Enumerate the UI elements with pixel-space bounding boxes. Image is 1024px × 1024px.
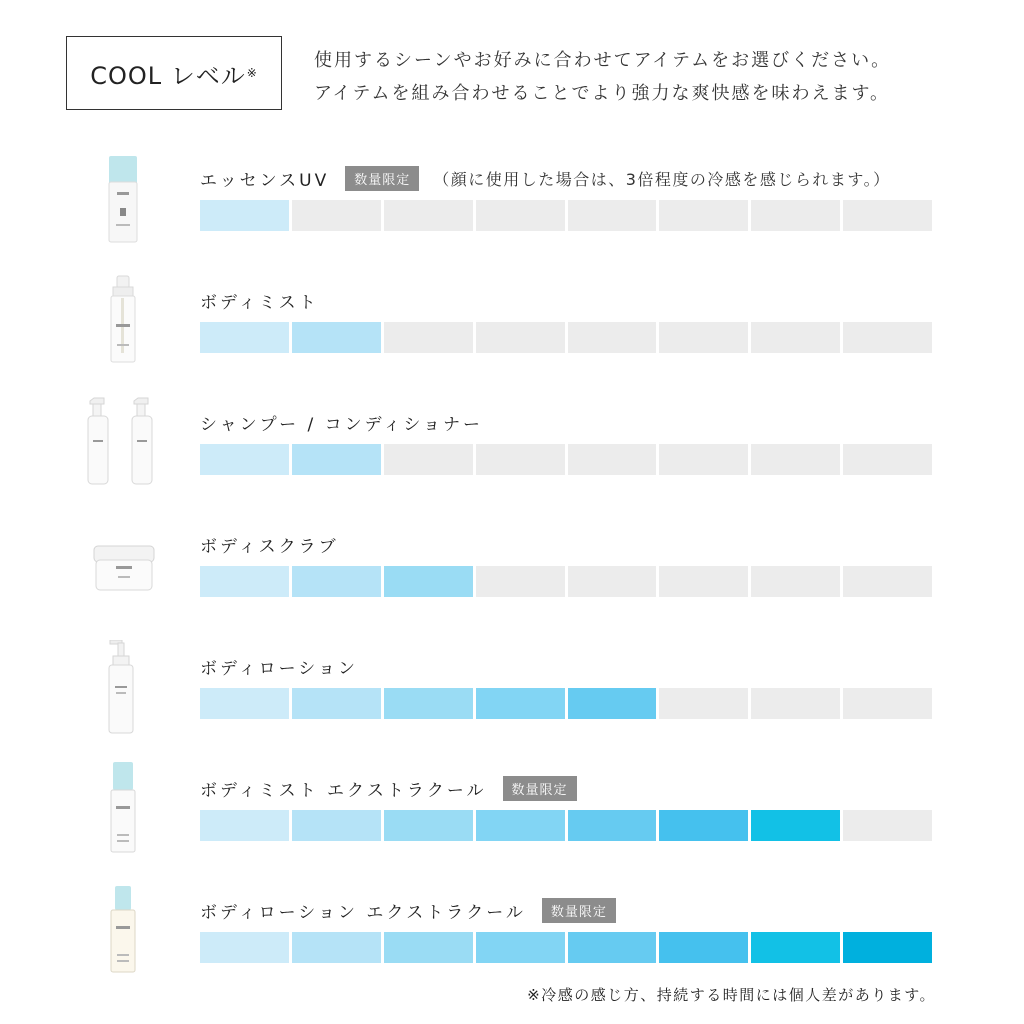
level-segment-filled xyxy=(200,810,289,841)
level-segment-filled xyxy=(568,810,657,841)
level-segment-filled xyxy=(200,322,289,353)
level-segment-filled xyxy=(384,688,473,719)
level-segment-empty xyxy=(751,444,840,475)
level-segment-filled xyxy=(200,200,289,231)
cool-level-bar xyxy=(200,200,932,231)
level-segment-empty xyxy=(751,322,840,353)
item-row-shampoo-conditioner xyxy=(0,396,1024,518)
footnote: ※冷感の感じ方、持続する時間には個人差があります。 xyxy=(527,986,936,1004)
level-segment-empty xyxy=(843,444,932,475)
item-row-body-mist-extra-cool xyxy=(0,762,1024,884)
cool-level-title-box xyxy=(66,36,282,110)
level-segment-filled xyxy=(292,322,381,353)
level-segment-filled xyxy=(292,932,381,963)
essence-uv-bottle-icon xyxy=(80,152,170,252)
body-scrub-jar-icon xyxy=(80,518,170,618)
intro-text xyxy=(314,44,994,110)
item-name: ボディミスト xyxy=(200,293,319,313)
item-name: ボディスクラブ xyxy=(200,537,339,557)
level-segment-empty xyxy=(568,200,657,231)
level-segment-empty xyxy=(843,322,932,353)
level-segment-filled xyxy=(476,688,565,719)
level-segment-empty xyxy=(568,322,657,353)
level-segment-filled xyxy=(384,932,473,963)
shampoo-conditioner-bottles-icon xyxy=(80,396,170,496)
item-name-line xyxy=(200,166,891,191)
level-segment-empty xyxy=(659,322,748,353)
item-name-line xyxy=(200,410,483,435)
item-name: ボディローション xyxy=(200,659,358,679)
level-segment-empty xyxy=(568,444,657,475)
level-segment-filled xyxy=(659,810,748,841)
level-segment-filled xyxy=(384,810,473,841)
intro-line-1: 使用するシーンやお好みに合わせてアイテムをお選びください。 xyxy=(314,50,892,71)
level-segment-filled xyxy=(751,932,840,963)
level-segment-empty xyxy=(476,200,565,231)
level-segment-empty xyxy=(843,566,932,597)
cool-level-bar xyxy=(200,566,932,597)
item-name-line xyxy=(200,288,319,313)
level-segment-filled xyxy=(292,688,381,719)
item-name-line xyxy=(200,776,577,801)
level-segment-empty xyxy=(476,566,565,597)
item-name: エッセンスUV xyxy=(200,171,330,191)
item-row-body-scrub xyxy=(0,518,1024,640)
level-segment-filled xyxy=(751,810,840,841)
level-segment-empty xyxy=(751,566,840,597)
intro-line-2: アイテムを組み合わせることでより強力な爽快感を味わえます。 xyxy=(314,83,891,104)
level-segment-filled xyxy=(200,688,289,719)
body-mist-extra-cool-bottle-icon xyxy=(80,762,170,862)
item-name: シャンプー / コンディショナー xyxy=(200,415,483,435)
body-lotion-pump-icon xyxy=(80,640,170,740)
level-segment-filled xyxy=(292,444,381,475)
level-segment-empty xyxy=(843,688,932,719)
level-segment-filled xyxy=(292,810,381,841)
level-segment-filled xyxy=(476,810,565,841)
level-segment-filled xyxy=(200,932,289,963)
level-segment-empty xyxy=(751,200,840,231)
level-segment-empty xyxy=(476,444,565,475)
item-name-line xyxy=(200,654,358,679)
cool-level-bar xyxy=(200,444,932,475)
level-segment-empty xyxy=(659,688,748,719)
level-segment-empty xyxy=(843,810,932,841)
level-segment-filled xyxy=(843,932,932,963)
level-segment-filled xyxy=(568,932,657,963)
level-segment-filled xyxy=(659,932,748,963)
level-segment-empty xyxy=(384,444,473,475)
item-row-essence-uv xyxy=(0,152,1024,274)
body-lotion-extra-cool-bottle-icon xyxy=(80,884,170,984)
level-segment-empty xyxy=(476,322,565,353)
limited-badge: 数量限定 xyxy=(345,166,419,191)
cool-level-bar xyxy=(200,322,932,353)
level-segment-filled xyxy=(568,688,657,719)
item-name-line xyxy=(200,898,616,923)
item-name-line xyxy=(200,532,339,557)
item-row-body-mist xyxy=(0,274,1024,396)
title-footnote-mark: ※ xyxy=(246,66,258,80)
level-segment-empty xyxy=(292,200,381,231)
level-segment-empty xyxy=(659,566,748,597)
item-name: ボディローション エクストラクール xyxy=(200,903,526,923)
level-segment-filled xyxy=(200,566,289,597)
level-segment-empty xyxy=(384,200,473,231)
level-segment-empty xyxy=(843,200,932,231)
level-segment-empty xyxy=(384,322,473,353)
cool-level-bar xyxy=(200,932,932,963)
cool-level-bar xyxy=(200,810,932,841)
item-name: ボディミスト エクストラクール xyxy=(200,781,487,801)
level-segment-filled xyxy=(292,566,381,597)
level-segment-filled xyxy=(200,444,289,475)
cool-level-bar xyxy=(200,688,932,719)
limited-badge: 数量限定 xyxy=(503,776,577,801)
level-segment-empty xyxy=(751,688,840,719)
cool-level-title: COOL レベル xyxy=(90,61,246,90)
level-segment-filled xyxy=(476,932,565,963)
level-segment-empty xyxy=(659,200,748,231)
level-segment-empty xyxy=(568,566,657,597)
body-mist-bottle-icon xyxy=(80,274,170,374)
item-row-body-lotion xyxy=(0,640,1024,762)
level-segment-filled xyxy=(384,566,473,597)
level-segment-empty xyxy=(659,444,748,475)
limited-badge: 数量限定 xyxy=(542,898,616,923)
item-note: （顔に使用した場合は、3倍程度の冷感を感じられます。） xyxy=(433,170,891,189)
